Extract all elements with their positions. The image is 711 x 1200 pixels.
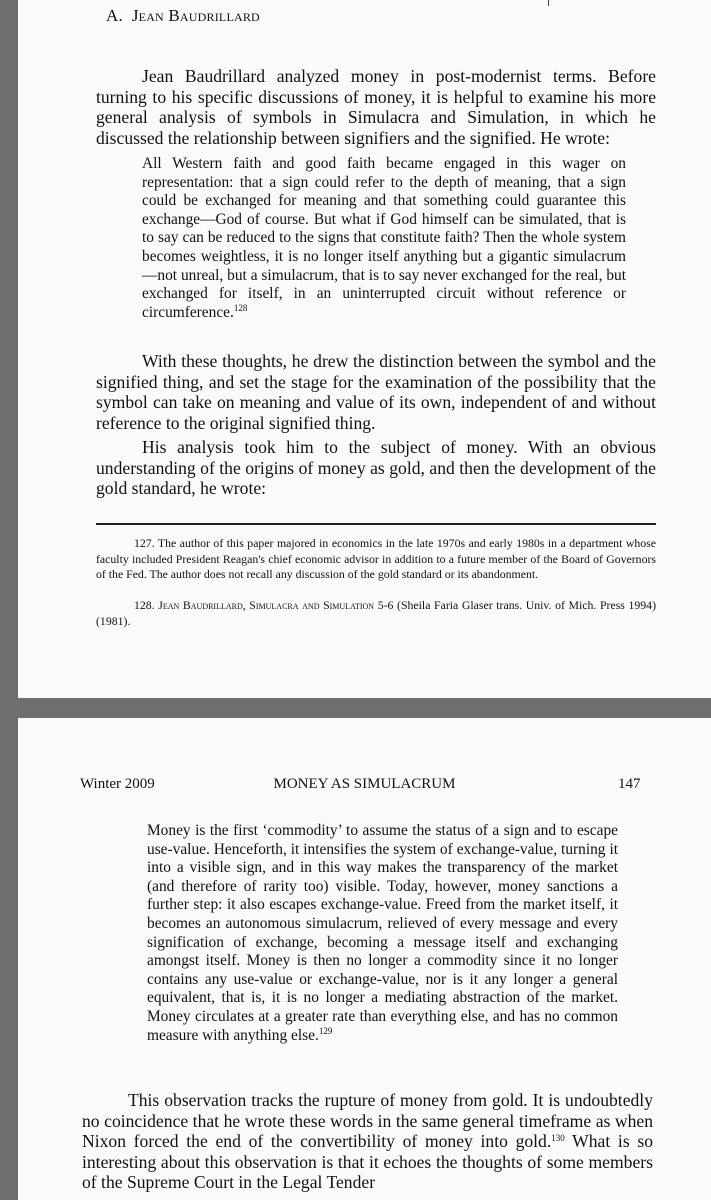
section-title-last: Baudrillard xyxy=(168,6,260,25)
footnote-ref-129[interactable]: 129 xyxy=(318,1025,333,1036)
footnote-divider xyxy=(96,523,656,525)
footnote-ref-130[interactable]: 130 xyxy=(551,1133,565,1143)
block-quote-money-text: Money is the first ‘commodity’ to assume the status of a sign and to escape use-value. Henceforth, it intensifies the system of exchange-value, turning it into a visible sign, and in this way makes the transparency of the market (and therefore of rarity too) visible. Today, however, money sanctions a further step: it also escapes exchange-value. Freed from the market itself, it becomes an autonomous simulacrum, relieved of every message and every signification of exchange, becoming a message itself and exchanging amongst itself. Money is then no longer a commodity since it no longer contains any use-value or exchange-value, nor is it any longer a general equivalent, that is, it is no longer a mediating abstraction of the market. Money circulates at a greater rate than everything else, and has no common measure with anything else. xyxy=(147,822,618,1044)
footnote-128-number: 128. xyxy=(134,598,155,612)
footnote-128-rest: 5-6 (Sheila Faria Glaser trans. Univ. of Mich. Press 1994) (1981). xyxy=(96,598,657,628)
section-heading xyxy=(106,6,260,26)
document-page-top xyxy=(18,0,711,698)
page-number: 147 xyxy=(618,776,641,792)
paragraph-intro: Jean Baudrillard analyzed money in post-modernist terms. Before turning to his specific discussions of money, it is helpful to examine his more general analysis of symbols in Simulacra and Simulation, in which he discussed the relationship between signifiers and the signified. He wrote: xyxy=(96,66,656,148)
paragraph-rupture xyxy=(82,1090,653,1193)
section-title-first: Jean xyxy=(131,6,164,25)
footnote-128-title: Jean Baudrillard, Simulacra and Simulation xyxy=(158,598,375,612)
paragraph-rupture-end: What is so interesting about this observation is that it echoes the thoughts of some members of the Supreme Court in the Legal Tender xyxy=(82,1131,654,1192)
paragraph-after-quote: With these thoughts, he drew the distinction between the symbol and the signified thing, and set the stage for the examination of the possibility that the symbol can take on meaning and value of its own, independent of and without reference to the original signified thing. xyxy=(96,351,656,433)
footnote-127: 127. The author of this paper majored in economics in the late 1970s and early 1980s in a department whose faculty included President Reagan's chief economic advisor in addition to a future member of the Board of Governors of the Fed. The author does not recall any discussion of the gold standard or its abandonment. xyxy=(96,536,656,581)
running-head-left: Winter 2009 xyxy=(80,776,155,792)
document-page-bottom xyxy=(18,718,711,1200)
block-quote-text: All Western faith and good faith became engaged in this wager on representation: that a sign could refer to the depth of meaning, that a sign could be exchanged for meaning and that something could guarantee this exchange—God of course. But what if God himself can be simulated, that is to say can be reduced to the signs that constitute faith? Then the whole system becomes weightless, it is no longer itself anything but a gigantic simulacrum—not unreal, but a simulacrum, that is to say never exchanged for the real, but exchanged for itself, in an uninterrupted circuit without reference or circumference. xyxy=(142,155,626,321)
paragraph-money-intro: His analysis took him to the subject of money. With an obvious understanding of the origins of money as gold, and then the development of the gold standard, he wrote: xyxy=(96,437,656,498)
section-label: A. xyxy=(106,6,123,25)
running-head-title: MONEY AS SIMULACRUM xyxy=(273,776,456,792)
block-quote-simulacra xyxy=(142,155,626,322)
footnote-ref-128[interactable]: 128 xyxy=(233,302,248,313)
block-quote-money xyxy=(147,822,618,1045)
paragraph-rupture-start: This observation tracks the rupture of money from gold. It is undoubtedly no coincidence that he wrote these words in the same general timeframe as when Nixon forced the end of the convertibility of money into gold. xyxy=(82,1090,653,1151)
scan-mark xyxy=(548,0,549,6)
footnote-128 xyxy=(96,598,656,629)
